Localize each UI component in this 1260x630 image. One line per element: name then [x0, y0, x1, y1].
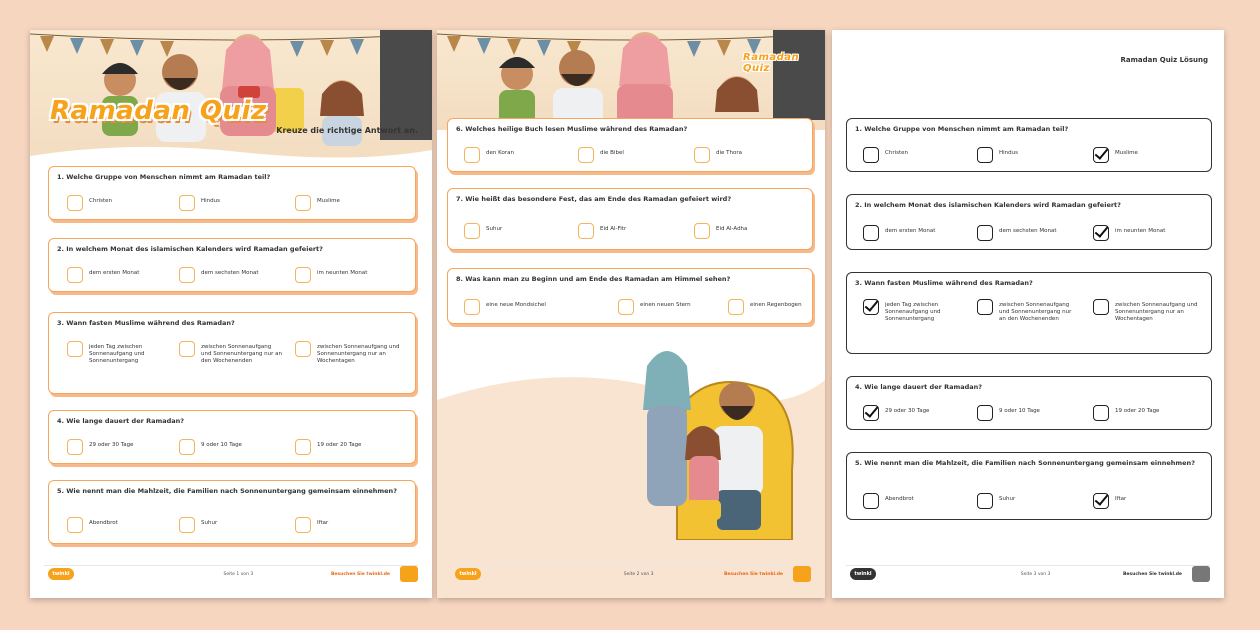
question-text: 5. Wie nennt man die Mahlzeit, die Familien nach Sonnenuntergang gemeinsam einnehmen? [57, 487, 397, 495]
answer-option[interactable] [464, 223, 564, 239]
answer-option[interactable] [464, 299, 574, 315]
question-text: 4. Wie lange dauert der Ramadan? [855, 383, 983, 391]
answer-checkbox[interactable] [977, 225, 993, 241]
worksheet-page-1 [30, 30, 432, 598]
answer-label: die Thora [716, 150, 742, 156]
answer-label: Suhur [486, 226, 503, 232]
question-text: 7. Wie heißt das besondere Fest, das am Ende des Ramadan gefeiert wird? [456, 195, 732, 203]
answer-label: Suhur [201, 520, 218, 526]
answer-checkbox[interactable] [295, 195, 311, 211]
answer-label: zwischen Sonnenaufgang und Sonnenuntergang nur an den Wochenenden [999, 302, 1072, 322]
answer-checkbox[interactable] [67, 195, 83, 211]
answer-checkbox[interactable] [179, 341, 195, 357]
answer-checkbox[interactable] [295, 439, 311, 455]
answer-option[interactable] [578, 147, 678, 163]
answer-label: 29 oder 30 Tage [89, 442, 134, 448]
answer-option[interactable] [977, 299, 1079, 323]
quiz-title: Ramadan Quiz [50, 96, 267, 126]
answer-option[interactable] [863, 225, 969, 241]
question-text: 3. Wann fasten Muslime während des Ramadan? [855, 279, 1033, 287]
answer-label: im neunten Monat [317, 270, 368, 276]
answer-label: Suhur [999, 496, 1016, 502]
question-text: 3. Wann fasten Muslime während des Ramadan? [57, 319, 235, 327]
question-text: 1. Welche Gruppe von Menschen nimmt am Ramadan teil? [855, 125, 1069, 133]
answer-checkbox[interactable] [578, 147, 594, 163]
answer-option[interactable] [464, 147, 564, 163]
answer-checkbox[interactable] [728, 299, 744, 315]
answer-checkbox[interactable] [464, 223, 480, 239]
answer-option[interactable] [1093, 299, 1205, 323]
answer-checkbox[interactable] [863, 147, 879, 163]
answer-label: Christen [885, 150, 909, 156]
question-text: 2. In welchem Monat des islamischen Kalenders wird Ramadan gefeiert? [855, 201, 1121, 209]
answer-checkbox[interactable] [694, 223, 710, 239]
answer-checkbox[interactable] [179, 439, 195, 455]
answer-checkbox[interactable] [977, 299, 993, 315]
question-card [846, 452, 1212, 520]
answer-label: 29 oder 30 Tage [885, 408, 930, 414]
answer-label: dem ersten Monat [89, 270, 140, 276]
answer-label: einen neuen Stern [640, 302, 691, 308]
answer-option[interactable] [977, 405, 1077, 421]
question-card [846, 272, 1212, 354]
answer-label: Hindus [999, 150, 1018, 156]
family-illustration [437, 30, 825, 130]
answer-label: jeden Tag zwischen Sonnenaufgang und Sonnenuntergang [885, 302, 941, 322]
answer-label: Eid Al-Adha [716, 226, 748, 232]
answer-label: Abendbrot [89, 520, 118, 526]
solution-title: Ramadan Quiz Lösung [1120, 56, 1208, 64]
answer-label: Iftar [317, 520, 329, 526]
answer-option[interactable] [295, 195, 405, 211]
quality-badge-icon [793, 566, 811, 582]
question-card [48, 480, 416, 544]
answer-option[interactable] [977, 147, 1077, 163]
answer-checkbox[interactable] [295, 267, 311, 283]
answer-label: die Bibel [600, 150, 624, 156]
worksheet-page-3-solution [832, 30, 1224, 598]
page-footer [44, 565, 418, 584]
answer-label: 19 oder 20 Tage [1115, 408, 1160, 414]
answer-label: eine neue Mondsichel [486, 302, 546, 308]
answer-label: jeden Tag zwischen Sonnenaufgang und Sonnenuntergang [89, 344, 145, 364]
question-card [846, 376, 1212, 430]
answer-option[interactable] [1093, 493, 1193, 509]
answer-option[interactable] [863, 147, 963, 163]
question-text: 4. Wie lange dauert der Ramadan? [57, 417, 185, 425]
answer-option[interactable] [179, 267, 289, 283]
answer-label: einen Regenbogen [750, 302, 802, 308]
quality-badge-icon [1192, 566, 1210, 582]
answer-checkbox[interactable] [578, 223, 594, 239]
page-footer [846, 565, 1210, 584]
answer-checkbox[interactable] [67, 517, 83, 533]
answer-label: dem ersten Monat [885, 228, 936, 234]
answer-option[interactable] [67, 439, 167, 455]
answer-checkbox[interactable] [1093, 299, 1109, 315]
answer-option[interactable] [179, 195, 279, 211]
instruction-text: Kreuze die richtige Antwort an. [276, 126, 418, 135]
answer-option[interactable] [295, 439, 405, 455]
twinkl-logo: twinkl [455, 568, 481, 580]
footer-site-link[interactable]: Besuchen Sie twinkl.de [330, 572, 390, 577]
twinkl-logo: twinkl [48, 568, 74, 580]
question-text: 8. Was kann man zu Beginn und am Ende des Ramadan am Himmel sehen? [456, 275, 731, 283]
answer-option[interactable] [977, 493, 1077, 509]
answer-option[interactable] [67, 195, 167, 211]
answer-checkbox[interactable] [295, 517, 311, 533]
answer-option[interactable] [179, 341, 283, 365]
answer-option[interactable] [618, 299, 718, 315]
quiz-title: Ramadan Quiz [743, 52, 800, 74]
answer-label: im neunten Monat [1115, 228, 1166, 234]
answer-checkbox[interactable] [179, 517, 195, 533]
answer-option[interactable] [1093, 405, 1203, 421]
question-card [846, 194, 1212, 250]
answer-label: zwischen Sonnenaufgang und Sonnenuntergang nur an den Wochenenden [201, 344, 283, 364]
answer-label: zwischen Sonnenaufgang und Sonnenuntergang nur an Wochentagen [1115, 302, 1198, 322]
answer-label: 19 oder 20 Tage [317, 442, 362, 448]
question-card [447, 118, 813, 172]
answer-label: Iftar [1115, 496, 1127, 502]
answer-option[interactable] [295, 267, 405, 283]
twinkl-logo: twinkl [850, 568, 876, 580]
answer-option[interactable] [728, 299, 808, 315]
answer-option[interactable] [863, 405, 963, 421]
answer-option[interactable] [295, 517, 405, 533]
question-card [48, 238, 416, 292]
answer-checkbox-checked[interactable] [1093, 225, 1109, 241]
answer-option[interactable] [67, 267, 167, 283]
footer-site-link[interactable]: Besuchen Sie twinkl.de [723, 572, 783, 577]
answer-checkbox[interactable] [694, 147, 710, 163]
answer-label: dem sechsten Monat [201, 270, 259, 276]
question-card [447, 268, 813, 324]
answer-option[interactable] [295, 341, 407, 365]
answer-option[interactable] [694, 223, 794, 239]
question-card [447, 188, 813, 250]
page-number: Seite 3 von 3 [1020, 572, 1051, 577]
worksheet-page-2 [437, 30, 825, 598]
answer-checkbox[interactable] [179, 267, 195, 283]
answer-checkbox[interactable] [863, 225, 879, 241]
answer-label: 9 oder 10 Tage [201, 442, 242, 448]
answer-option[interactable] [863, 493, 963, 509]
answer-label: den Koran [486, 150, 514, 156]
answer-checkbox[interactable] [295, 341, 311, 357]
footer-site-link[interactable]: Besuchen Sie twinkl.de [1122, 572, 1182, 577]
question-card [846, 118, 1212, 172]
question-text: 6. Welches heilige Buch lesen Muslime während des Ramadan? [456, 125, 688, 133]
answer-label: Christen [89, 198, 113, 204]
answer-checkbox[interactable] [464, 147, 480, 163]
header-illustration [30, 30, 432, 170]
answer-label: dem sechsten Monat [999, 228, 1057, 234]
answer-checkbox[interactable] [67, 341, 83, 357]
answer-checkbox[interactable] [67, 267, 83, 283]
answer-checkbox[interactable] [977, 493, 993, 509]
answer-checkbox[interactable] [67, 439, 83, 455]
question-text: 5. Wie nennt man die Mahlzeit, die Familien nach Sonnenuntergang gemeinsam einnehmen? [855, 459, 1195, 467]
answer-checkbox[interactable] [464, 299, 480, 315]
answer-checkbox[interactable] [977, 147, 993, 163]
answer-checkbox[interactable] [179, 195, 195, 211]
answer-checkbox-checked[interactable] [1093, 493, 1109, 509]
answer-label: Abendbrot [885, 496, 914, 502]
answer-checkbox[interactable] [977, 405, 993, 421]
answer-checkbox-checked[interactable] [863, 405, 879, 421]
question-text: 1. Welche Gruppe von Menschen nimmt am Ramadan teil? [57, 173, 271, 181]
question-card [48, 312, 416, 394]
question-card [48, 410, 416, 464]
answer-checkbox-checked[interactable] [863, 299, 879, 315]
quality-badge-icon [400, 566, 418, 582]
family-illustration-bottom [617, 330, 817, 540]
answer-option[interactable] [179, 439, 279, 455]
answer-label: Eid Al-Fitr [600, 226, 627, 232]
answer-option[interactable] [1093, 225, 1199, 241]
answer-label: Hindus [201, 198, 220, 204]
answer-option[interactable] [977, 225, 1083, 241]
answer-option[interactable] [67, 341, 167, 365]
answer-checkbox[interactable] [1093, 405, 1109, 421]
answer-label: Muslime [1115, 150, 1138, 156]
answer-label: 9 oder 10 Tage [999, 408, 1040, 414]
answer-label: zwischen Sonnenaufgang und Sonnenuntergang nur an Wochentagen [317, 344, 400, 364]
question-text: 2. In welchem Monat des islamischen Kalenders wird Ramadan gefeiert? [57, 245, 323, 253]
header-illustration [437, 30, 825, 130]
question-card [48, 166, 416, 220]
answer-label: Muslime [317, 198, 340, 204]
answer-checkbox[interactable] [618, 299, 634, 315]
answer-option[interactable] [863, 299, 963, 323]
answer-option[interactable] [179, 517, 279, 533]
page-footer [451, 565, 811, 584]
answer-option[interactable] [67, 517, 167, 533]
answer-option[interactable] [1093, 147, 1193, 163]
answer-checkbox-checked[interactable] [1093, 147, 1109, 163]
answer-option[interactable] [694, 147, 794, 163]
page-number: Seite 2 von 3 [623, 572, 654, 577]
answer-option[interactable] [578, 223, 678, 239]
page-number: Seite 1 von 3 [223, 572, 254, 577]
answer-checkbox[interactable] [863, 493, 879, 509]
